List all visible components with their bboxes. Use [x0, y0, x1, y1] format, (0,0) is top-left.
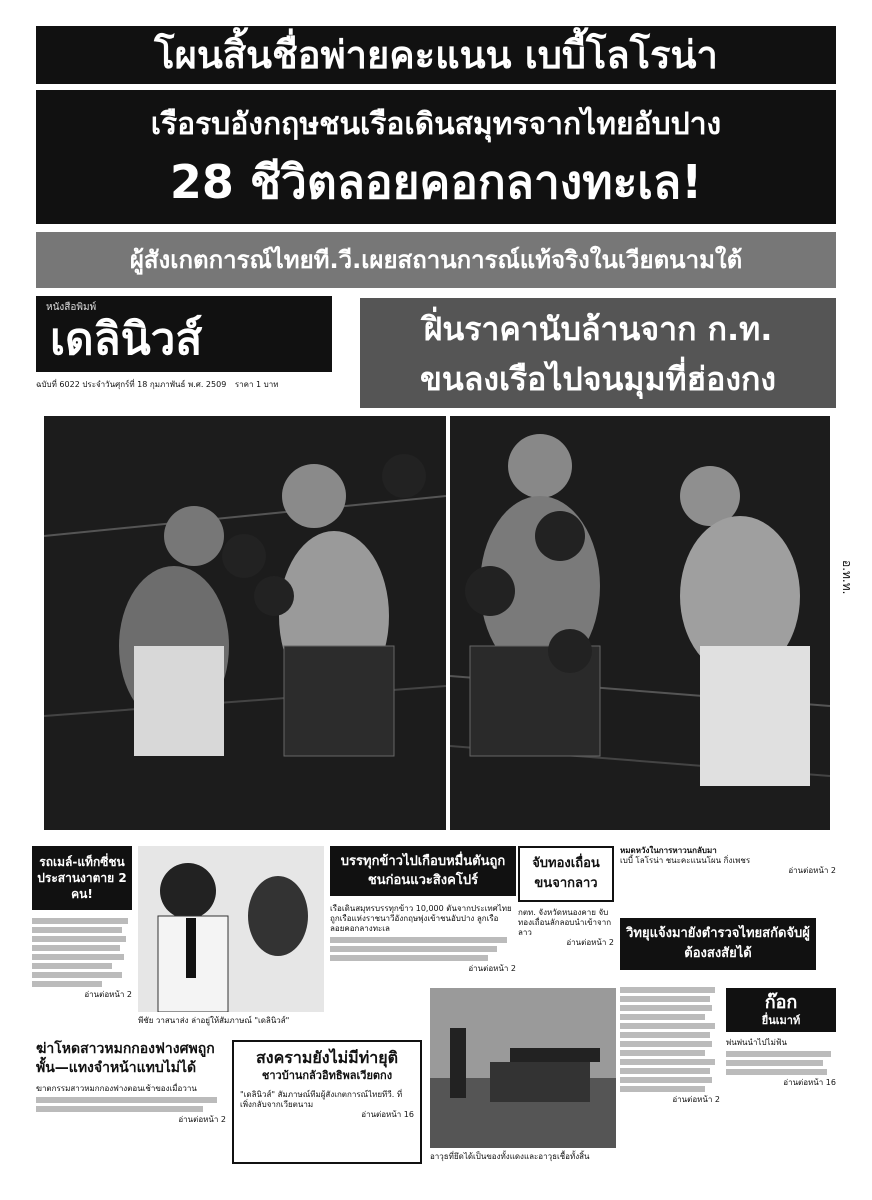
- col4-title: จับทองเถื่อนขนจากลาว: [518, 846, 614, 902]
- col5-continue: อ่านต่อหน้า 2: [788, 866, 836, 875]
- headline-2a: เรือรบอังกฤษชนเรือเดินสมุทรจากไทยอับปาง: [150, 107, 722, 142]
- col1-continue: อ่านต่อหน้า 2: [84, 990, 132, 999]
- photo-credit: อ.ท.ท.: [840, 560, 854, 595]
- col1-title: รถเมล์-แท็กซี่ชนประสานงาตาย 2 คน!: [32, 846, 132, 910]
- center-bottom-caption: อาวุธที่ยึดได้เป็นของทั้งแดงและอาวุธเชื้อทั้งสิ้น: [430, 1152, 590, 1161]
- col5-body: เบบี้ โลโรน่า ชนะคะแนนโผน กิ่งเพชร: [620, 856, 751, 865]
- boxing-photo-left: [44, 416, 446, 830]
- col2-story: [138, 846, 324, 1032]
- kok-column: [726, 988, 836, 1170]
- right-col-story: [620, 984, 720, 1170]
- issue-line: ฉบับที่ 6022 ประจำวันศุกร์ที่ 18 กุมภาพันธ์ พ.ศ. 2509: [36, 380, 227, 389]
- col2-caption: พีชัย วาสนาส่ง ล่าอยู่ให้สัมภาษณ์ "เดลินิวส์": [138, 1016, 290, 1025]
- war-box: [232, 1040, 422, 1164]
- headline-1: โผนสิ้นชื่อพ่ายคะแนน เบบี้โลโรน่า: [154, 33, 718, 77]
- bottom-left-continue: อ่านต่อหน้า 2: [178, 1115, 226, 1124]
- col3-continue: อ่านต่อหน้า 2: [468, 964, 516, 973]
- boxing-photo-right: [450, 416, 830, 830]
- headline-3: ผู้สังเกตการณ์ไทยที.วี.เผยสถานการณ์แท้จริงในเวียตนามใต้: [129, 246, 743, 274]
- thai-police-title: วิทยุแจ้งมายังตำรวจไทยสกัดจับผู้ต้องสงสัยได้: [620, 918, 816, 970]
- war-continue: อ่านต่อหน้า 16: [361, 1110, 414, 1119]
- col2-photo: [138, 846, 324, 1012]
- col5-title: หมดหวังในการหาวนกลับมา: [620, 846, 717, 855]
- col1-story: [32, 846, 132, 1032]
- col5-story: [620, 846, 836, 912]
- kok-body-lines: [726, 1051, 836, 1075]
- col1-body: [32, 918, 132, 987]
- col3-body: เรือเดินสมุทรบรรทุกข้าว 10,000 ตันจากประเทศไทย ถูกเรือแห่งราชนาวีอังกฤษพุ่งเข้าชนอับปาง ลูกเรือลอยคอกลางทะเล: [330, 904, 512, 933]
- boxing-photo-right-illustration: [450, 416, 830, 830]
- price: ราคา 1 บาท: [234, 380, 279, 389]
- col3-title: บรรทุกข้าวไปเกือบหมื่นตันถูกชนก่อนแวะสิงคโปร์: [330, 846, 516, 896]
- masthead-title: เดลินิวส์: [50, 314, 203, 365]
- bottom-left-body-lines: [36, 1097, 226, 1112]
- right-col-body-lines: [620, 987, 720, 1092]
- headline-4b: ขนลงเรือไปจนมุมที่ฮ่องกง: [419, 360, 776, 398]
- kok-continue: อ่านต่อหน้า 16: [783, 1078, 836, 1087]
- col2-photo-illustration: [138, 846, 324, 1012]
- col3-body-lines: [330, 937, 516, 961]
- war-title: สงครามยังไม่มีท่ายุติ: [255, 1048, 399, 1067]
- col4-continue: อ่านต่อหน้า 2: [566, 938, 614, 947]
- headline-4a: ฝิ่นราคานับล้านจาก ก.ท.: [423, 310, 773, 348]
- right-col-continue: อ่านต่อหน้า 2: [672, 1095, 720, 1104]
- boxing-photo-left-illustration: [44, 416, 446, 830]
- kok-body: พ่นพ่นนำไปไม่ฟ้น: [726, 1038, 787, 1047]
- kok-subtitle: ยื่นเมาท์: [761, 1014, 801, 1027]
- war-body: "เดลินิวส์" สัมภาษณ์ทีมผู้สังเกตการณ์ไทยทีวี. ที่เพิ่งกลับจากเวียตนาม: [240, 1090, 403, 1109]
- headline-band-1: [36, 26, 836, 84]
- headline-2b: 28 ชีวิตลอยคอกลางทะเล!: [169, 155, 703, 209]
- col4-body: กตท. จังหวัดหนองคาย จับทองเถื่อนลักลอบนำเข้าจากลาว: [518, 908, 612, 937]
- bottom-left-title: ฆ่าโหดสาวหมกกองฟางศพถูกพั้น—แทงจำหน้าแทบไม่ได้: [36, 1041, 215, 1076]
- thai-police-story: [620, 918, 816, 978]
- masthead-small-label: หนังสือพิมพ์: [46, 302, 97, 313]
- headline-band-3: [36, 232, 836, 288]
- bottom-left-body: ฆาตกรรมสาวหมกกองฟางตอนเช้าของเมื่อวาน: [36, 1084, 197, 1093]
- masthead-logo: [36, 296, 332, 372]
- center-bottom-photo: [430, 988, 616, 1148]
- center-bottom-photo-illustration: [430, 988, 616, 1148]
- masthead-issue-line: [36, 380, 332, 390]
- col4-story: [518, 846, 614, 976]
- headline-band-2: [36, 90, 836, 224]
- bottom-left-story: [36, 1040, 226, 1170]
- masthead: [36, 296, 332, 404]
- war-subtitle: ชาวบ้านกลัวอิทธิพลเวียตกง: [261, 1069, 393, 1082]
- kok-title: ก๊อก: [764, 992, 798, 1013]
- kok-title-box: [726, 988, 836, 1032]
- center-bottom-photo-story: [430, 988, 616, 1170]
- headline-band-4: [360, 298, 836, 408]
